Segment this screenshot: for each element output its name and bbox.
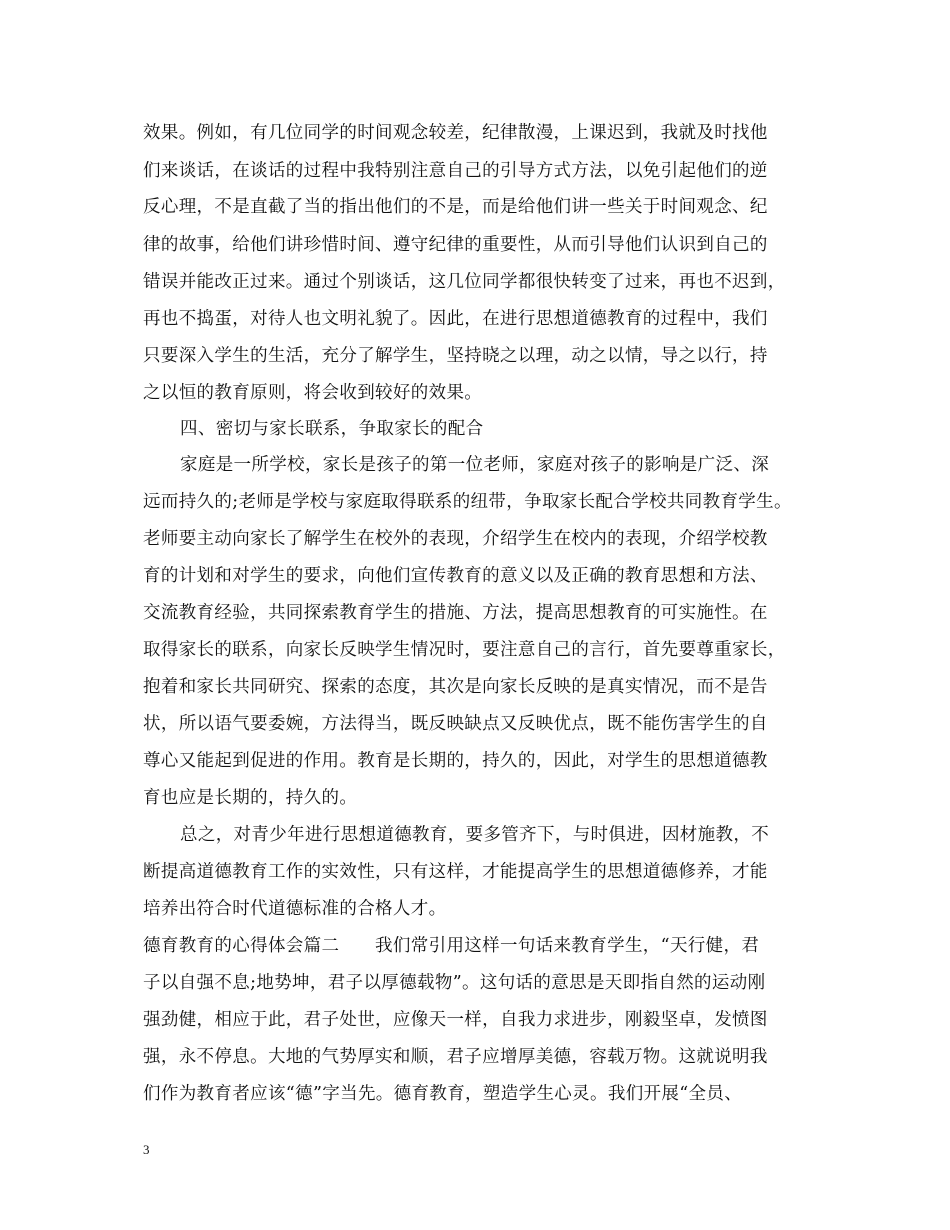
body-text-line: 只要深入学生的生活，充分了解学生，坚持晓之以理，动之以情，导之以行，持: [143, 346, 768, 366]
page-number: 3: [143, 1142, 150, 1157]
section-title-line: 德育教育的心得体会篇二 我们常引用这样一句话来教育学生，“天行健，君: [143, 936, 760, 956]
body-text-line: 断提高道德教育工作的实效性，只有这样，才能提高学生的思想道德修养，才能: [143, 862, 768, 882]
body-text-line: 育也应是长期的，持久的。: [143, 788, 358, 808]
body-text-line: 状，所以语气要委婉，方法得当，既反映缺点又反映优点，既不能伤害学生的自: [143, 714, 768, 734]
body-text-line: 再也不捣蛋，对待人也文明礼貌了。因此，在进行思想道德教育的过程中，我们: [143, 309, 768, 329]
body-text-line: 强劲健，相应于此，君子处世，应像天一样，自我力求进步，刚毅坚卓，发愤图: [143, 1010, 768, 1030]
body-text-line: 取得家长的联系，向家长反映学生情况时，要注意自己的言行，首先要尊重家长，: [143, 640, 786, 660]
body-text-line: 强，永不停息。大地的气势厚实和顺，君子应增厚美德，容载万物。这就说明我: [143, 1047, 768, 1067]
body-text-line: 交流教育经验，共同探索教育学生的措施、方法，提高思想教育的可实施性。在: [143, 603, 768, 623]
body-text-line: 律的故事，给他们讲珍惜时间、遵守纪律的重要性，从而引导他们认识到自己的: [143, 235, 768, 255]
body-text-line: 远而持久的;老师是学校与家庭取得联系的纽带，争取家长配合学校共同教育学生。: [143, 492, 792, 512]
section-heading: 四、密切与家长联系，争取家长的配合: [180, 419, 484, 439]
body-text-line: 反心理，不是直截了当的指出他们的不是，而是给他们讲一些关于时间观念、纪: [143, 197, 768, 217]
body-text-line: 抱着和家长共同研究、探索的态度，其次是向家长反映的是真实情况，而不是告: [143, 677, 768, 697]
body-text-line: 错误并能改正过来。通过个别谈话，这几位同学都很快转变了过来，再也不迟到，: [143, 272, 786, 292]
body-text-line: 老师要主动向家长了解学生在校外的表现，介绍学生在校内的表现，介绍学校教: [143, 529, 768, 549]
body-text-line: 们作为教育者应该“德”字当先。德育教育，塑造学生心灵。我们开展“全员、: [143, 1084, 743, 1104]
body-text-line: 子以自强不息;地势坤，君子以厚德载物”。这句话的意思是天即指自然的运动刚: [143, 973, 766, 993]
body-text-line: 们来谈话，在谈话的过程中我特别注意自己的引导方式方法，以免引起他们的逆: [143, 161, 768, 181]
body-text-line: 培养出符合时代道德标准的合格人才。: [143, 899, 447, 919]
body-text-line: 之以恒的教育原则，将会收到较好的效果。: [143, 383, 483, 403]
body-text-line: 效果。例如，有几位同学的时间观念较差，纪律散漫，上课迟到，我就及时找他: [143, 123, 768, 143]
paragraph-first-line: 家庭是一所学校，家长是孩子的第一位老师，家庭对孩子的影响是广泛、深: [180, 455, 770, 475]
paragraph-first-line: 总之，对青少年进行思想道德教育，要多管齐下，与时俱进，因材施教，不: [180, 825, 770, 845]
body-text-line: 育的计划和对学生的要求，向他们宣传教育的意义以及正确的教育思想和方法、: [143, 566, 768, 586]
body-text-line: 尊心又能起到促进的作用。教育是长期的，持久的，因此，对学生的思想道德教: [143, 751, 768, 771]
